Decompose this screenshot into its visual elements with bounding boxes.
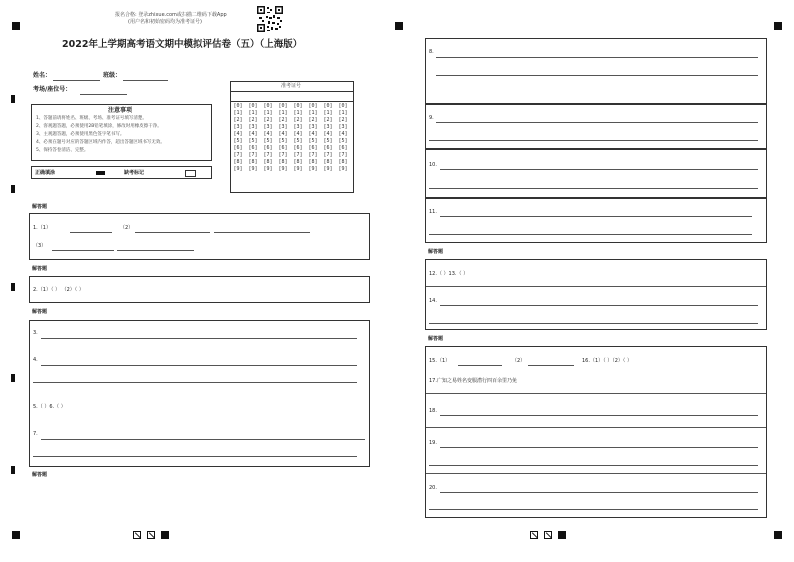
section-label: 解答题	[32, 472, 48, 478]
answer-line[interactable]	[214, 232, 310, 233]
q19-label: 19.	[429, 440, 437, 446]
answer-line[interactable]	[426, 393, 766, 394]
answer-line[interactable]	[528, 365, 574, 366]
q5-q6-label: 5.（ ）6.（ ）	[33, 404, 66, 410]
answer-line[interactable]	[440, 216, 752, 217]
notes-item: 3、主观题答题，必须使用黑色签字笔书写。	[36, 132, 125, 137]
answer-line[interactable]	[436, 122, 758, 123]
notes-item: 2、客观题答题，必须使用2B铅笔填涂，修改时用橡皮擦干净。	[36, 124, 162, 129]
answer-line[interactable]	[33, 382, 357, 383]
notes-item: 1、答题前请将姓名、班级、考场、准考证号填写清楚。	[36, 116, 147, 121]
answer-box-q12-q14[interactable]	[425, 259, 767, 330]
timing-mark	[11, 466, 15, 474]
exam-number-digit-grid[interactable]	[233, 103, 353, 191]
correct-fill-label: 正确填涂	[35, 170, 56, 176]
q1-part3-label: （3）	[33, 243, 47, 249]
timing-mark	[11, 374, 15, 382]
q2-label: 2.（1）（ ） （2）（ ）	[33, 287, 84, 293]
answer-box-q15-q20[interactable]	[425, 346, 767, 518]
answer-line[interactable]	[135, 232, 210, 233]
sequence-mark	[133, 531, 141, 539]
answer-line[interactable]	[426, 286, 766, 287]
timing-mark	[11, 283, 15, 291]
answer-box-q8[interactable]	[425, 38, 767, 104]
answer-line[interactable]	[429, 509, 758, 510]
exam-digit-column[interactable]: [0] [1] [2] [3] [4] [5] [6] [7] [8] [9]	[293, 103, 303, 172]
corner-mark-bottom-right	[774, 531, 782, 539]
q10-label: 10.	[429, 162, 437, 168]
sequence-mark	[161, 531, 169, 539]
answer-line[interactable]	[436, 57, 758, 58]
correct-fill-sample	[96, 171, 105, 175]
q4-label: 4.	[33, 357, 38, 363]
answer-line[interactable]	[117, 250, 194, 251]
answer-line[interactable]	[436, 75, 758, 76]
answer-line[interactable]	[440, 169, 758, 170]
section-label: 解答题	[32, 309, 48, 315]
answer-line[interactable]	[52, 250, 114, 251]
exam-number-title: 准考证号	[281, 83, 302, 89]
exam-digit-column[interactable]: [0] [1] [2] [3] [4] [5] [6] [7] [8] [9]	[278, 103, 288, 172]
exam-number-box	[230, 81, 354, 193]
timing-mark	[11, 185, 15, 193]
q1-part1-label: 1.（1）	[33, 225, 51, 231]
answer-line[interactable]	[429, 140, 758, 141]
class-label: 班级：	[103, 72, 122, 79]
answer-line[interactable]	[41, 439, 365, 440]
answer-line[interactable]	[429, 188, 758, 189]
answer-box-q2[interactable]	[29, 276, 370, 303]
q15-part2-label: （2）	[512, 358, 526, 364]
qr-code	[257, 6, 283, 32]
exam-digit-column[interactable]: [0] [1] [2] [3] [4] [5] [6] [7] [8] [9]	[323, 103, 333, 172]
answer-line[interactable]	[429, 465, 758, 466]
class-field[interactable]	[123, 80, 168, 81]
q7-label: 7.	[33, 431, 38, 437]
corner-mark-top-middle	[395, 22, 403, 30]
answer-line[interactable]	[440, 492, 758, 493]
answer-line[interactable]	[440, 447, 758, 448]
q3-label: 3.	[33, 330, 38, 336]
exam-digit-column[interactable]: [0] [1] [2] [3] [4] [5] [6] [7] [8] [9]	[233, 103, 243, 172]
timing-mark	[11, 95, 15, 103]
answer-box-q1[interactable]	[29, 213, 370, 260]
answer-line[interactable]	[426, 427, 766, 428]
answer-line[interactable]	[70, 232, 112, 233]
name-label-text: 姓名：	[33, 72, 52, 79]
answer-box-q9[interactable]	[425, 104, 767, 149]
q20-label: 20.	[429, 485, 437, 491]
section-label: 解答题	[32, 266, 48, 272]
sequence-mark	[530, 531, 538, 539]
q18-label: 18.	[429, 408, 437, 414]
answer-line[interactable]	[41, 338, 357, 339]
app-notice-line2: (用户名和初始密码均为准考证号)	[128, 19, 202, 25]
answer-line[interactable]	[440, 415, 758, 416]
q14-label: 14.	[429, 298, 437, 304]
q16-label: 16.（1）（ ）（2）（ ）	[582, 358, 632, 364]
answer-line[interactable]	[41, 365, 357, 366]
absent-mark-label: 缺考标记	[124, 170, 145, 176]
answer-box-q3-q7[interactable]	[29, 320, 370, 467]
q11-label: 11.	[429, 209, 437, 215]
corner-mark-top-right	[774, 22, 782, 30]
answer-line[interactable]	[33, 456, 357, 457]
exam-digit-column[interactable]: [0] [1] [2] [3] [4] [5] [6] [7] [8] [9]	[338, 103, 348, 172]
q15-part1-label: 15.（1）	[429, 358, 451, 364]
exam-digit-column[interactable]: [0] [1] [2] [3] [4] [5] [6] [7] [8] [9]	[263, 103, 273, 172]
absent-mark-box[interactable]	[185, 170, 196, 177]
answer-line[interactable]	[429, 234, 752, 235]
page-title: 2022年上学期高考语文期中模拟评估卷（五）（上海版）	[62, 39, 303, 50]
sequence-mark	[147, 531, 155, 539]
answer-line[interactable]	[458, 365, 502, 366]
answer-box-q10[interactable]	[425, 149, 767, 198]
name-label	[33, 72, 51, 80]
answer-line[interactable]	[440, 305, 758, 306]
notes-box	[31, 104, 212, 161]
sequence-mark	[558, 531, 566, 539]
q9-label: 9.	[429, 115, 434, 121]
corner-mark-top-left	[12, 22, 20, 30]
notes-item: 4、必须在题号对应的答题区域内作答，超出答题区域书写无效。	[36, 140, 165, 145]
exam-digit-column[interactable]: [0] [1] [2] [3] [4] [5] [6] [7] [8] [9]	[308, 103, 318, 172]
q12-q13-label: 12.（ ）13.（ ）	[429, 271, 469, 277]
name-field[interactable]	[53, 80, 100, 81]
corner-mark-bottom-left	[12, 531, 20, 539]
answer-line[interactable]	[426, 473, 766, 474]
exam-digit-column[interactable]: [0] [1] [2] [3] [4] [5] [6] [7] [8] [9]	[248, 103, 258, 172]
section-label: 解答题	[32, 204, 48, 210]
room-seat-field[interactable]	[80, 94, 127, 95]
app-notice-line1: 报名合格: 登录zhixue.com或扫描二维码下载App	[115, 12, 227, 18]
notes-title: 注意事项	[108, 107, 133, 114]
fill-legend	[31, 166, 212, 179]
section-label: 解答题	[428, 336, 444, 342]
section-label: 解答题	[428, 249, 444, 255]
answer-box-q11[interactable]	[425, 198, 767, 243]
exam-number-write-row	[231, 91, 353, 102]
q8-label: 8.	[429, 49, 434, 55]
room-seat-label: 考场/座位号：	[33, 86, 72, 93]
q17-text: 17.广知之易姓名变服潜行四百余里乃免	[429, 378, 517, 384]
q1-part2-label: （2）	[120, 225, 134, 231]
notes-item: 5、保持答卷清洁、完整。	[36, 148, 89, 153]
sequence-mark	[544, 531, 552, 539]
answer-line[interactable]	[429, 323, 758, 324]
